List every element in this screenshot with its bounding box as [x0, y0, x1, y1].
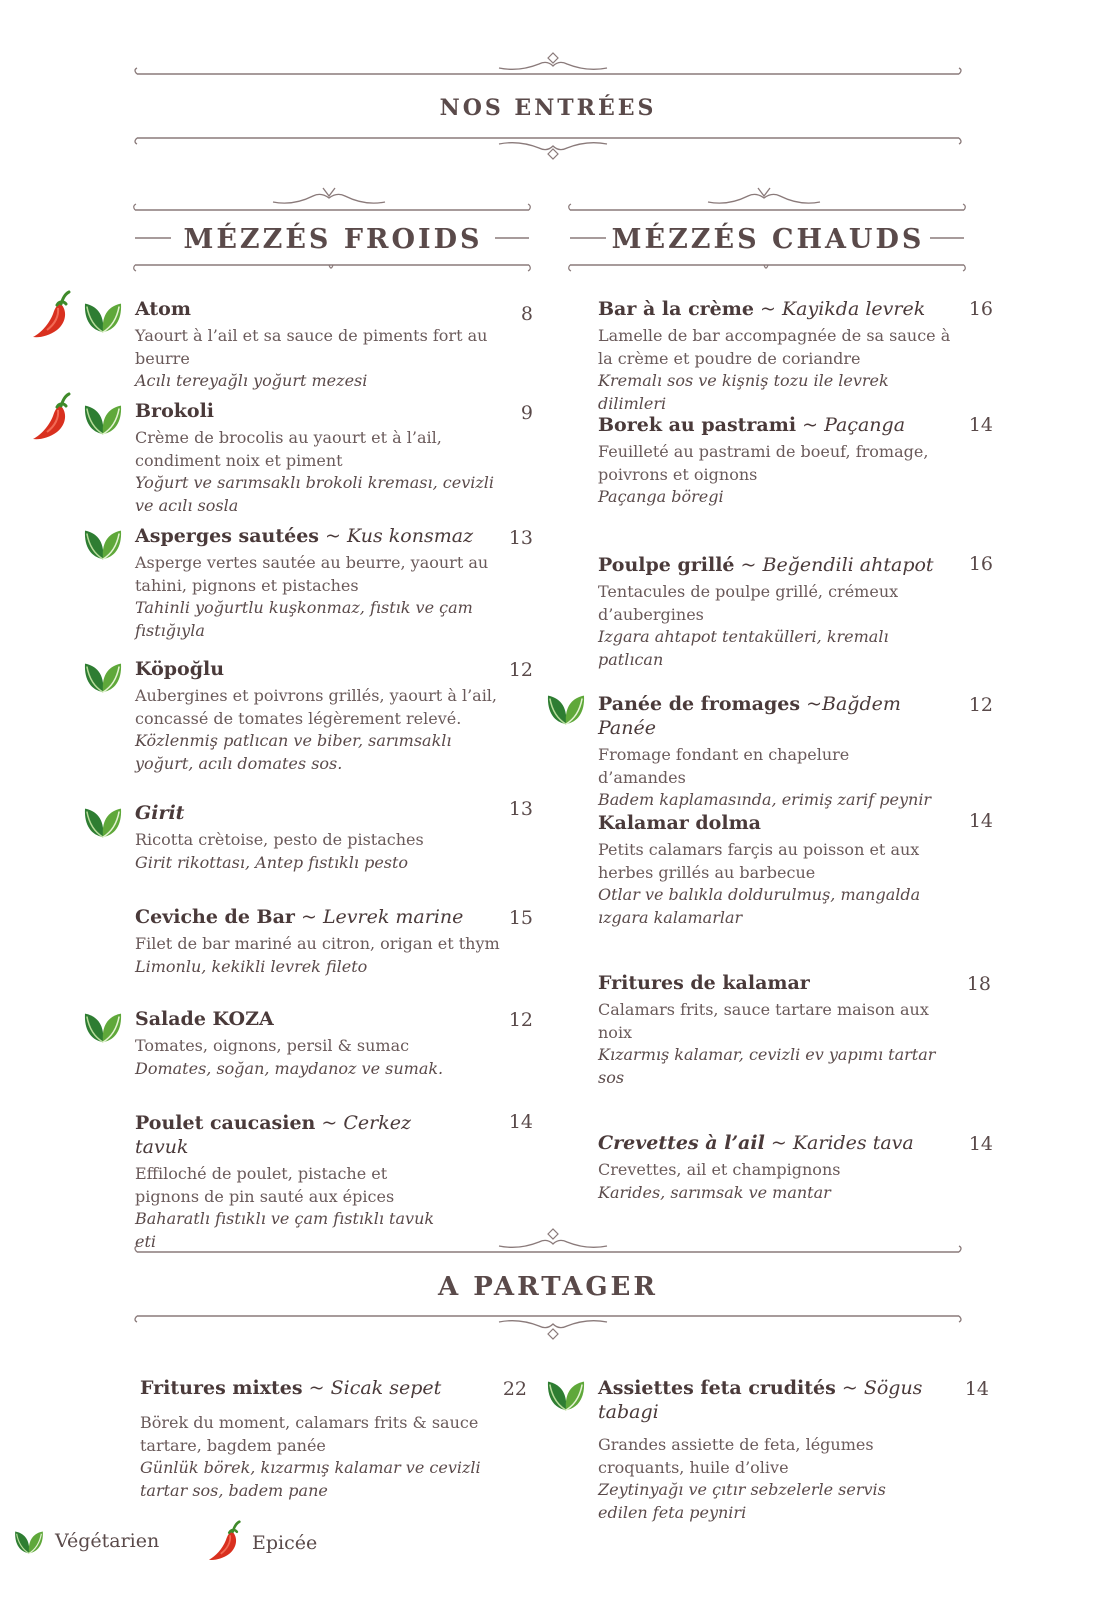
item-alt-name: Sögus tabagi	[598, 1377, 923, 1423]
item-name: Atom	[135, 298, 191, 320]
item-name: Bar à la crème	[598, 298, 754, 320]
item-price: 8	[520, 303, 533, 325]
item-translation: Tahinli yoğurtlu kuşkonmaz, fıstık ve çam fıstığıyla	[135, 598, 473, 640]
item-description: Filet de bar mariné au citron, origan et thym	[135, 934, 500, 953]
item-name: Assiettes feta crudités	[598, 1377, 836, 1399]
item-name: Crevettes à l’ail	[598, 1132, 765, 1154]
menu-item-ceviche: Ceviche de Bar ~ Levrek marine Filet de bar mariné au citron, origan et thym Limonlu, kekikli levrek fileto	[135, 905, 505, 978]
item-description: Tentacules de poulpe grillé, crémeux d’aubergines	[598, 582, 899, 624]
menu-item-salade-koza	[135, 1007, 505, 1080]
item-translation: Girit rikottası, Antep fıstıklı pesto	[135, 852, 409, 872]
item-translation: Izgara ahtapot tentakülleri, kremalı patlıcan	[598, 627, 889, 669]
item-alt-name: Levrek marine	[322, 906, 464, 928]
leaf-icon	[545, 690, 587, 726]
item-name: Salade KOZA	[135, 1008, 274, 1030]
item-name: Fritures de kalamar	[598, 972, 810, 994]
item-price: 14	[968, 1133, 993, 1155]
item-translation: Kremalı sos ve kişniş tozu ile levrek dilimleri	[598, 371, 889, 413]
chili-pepper-icon	[207, 1520, 243, 1564]
menu-item-assiettes-feta: Assiettes feta crudités ~ Sögus tabagi Grandes assiette de feta, légumes croquants, huile d’olive Zeytinyağı ve çıtır sebzelerle servis edilen feta peyniri	[598, 1376, 943, 1524]
item-price: 18	[966, 973, 991, 995]
menu-item-poulpe: Poulpe grillé ~ Beğendili ahtapot Tentacules de poulpe grillé, crémeux d’aubergines Izgara ahtapot tentakülleri, kremalı patlıcan	[598, 553, 958, 671]
item-translation: Badem kaplamasında, erimiş zarif peynir	[598, 790, 932, 809]
item-translation: Yoğurt ve sarımsaklı brokoli kreması, cevizli ve acılı sosla	[135, 473, 495, 515]
item-description: Effiloché de poulet, pistache et pignons de pin sauté aux épices	[135, 1164, 395, 1206]
item-price: 12	[968, 694, 993, 716]
item-price: 14	[968, 810, 993, 832]
item-description: Feuilleté au pastrami de boeuf, fromage, poivrons et oignons	[598, 442, 929, 484]
item-price: 13	[508, 798, 533, 820]
item-description: Börek du moment, calamars frits & sauce tartare, bagdem panée	[140, 1413, 479, 1455]
item-price: 14	[968, 414, 993, 436]
item-price: 9	[520, 402, 533, 424]
item-alt-name: Sicak sepet	[330, 1377, 442, 1399]
item-name: Ceviche de Bar	[135, 906, 295, 928]
item-name: Girit	[135, 802, 185, 824]
item-price: 14	[964, 1378, 989, 1400]
chili-pepper-icon	[31, 290, 73, 342]
item-name: Kalamar dolma	[598, 812, 761, 834]
item-description: Crème de brocolis au yaourt et à l’ail, condiment noix et piment	[135, 428, 442, 470]
item-translation: Limonlu, kekikli levrek fileto	[135, 956, 368, 976]
item-translation: Günlük börek, kızarmış kalamar ve cevizli tartar sos, badem pane	[140, 1458, 481, 1500]
item-translation: Otlar ve balıkla doldurulmuş, mangalda ızgara kalamarlar	[598, 885, 921, 927]
item-description: Yaourt à l’ail et sa sauce de piments fort au beurre	[135, 326, 488, 368]
menu-item-kopoglu	[135, 657, 505, 775]
item-alt-name: Karides tava	[792, 1132, 914, 1154]
item-price: 12	[508, 659, 533, 681]
leaf-icon	[13, 1527, 45, 1555]
menu-item-crevettes: Crevettes à l’ail ~ Karides tava Crevettes, ail et champignons Karides, sarımsak ve mantar	[598, 1131, 938, 1204]
item-alt-name: Paçanga	[824, 414, 906, 436]
top-divider-ornament	[133, 48, 963, 84]
menu-item-panee-fromages: Panée de fromages ~Bağdem Panée Fromage fondant en chapelure d’amandes Badem kaplamasında, erimiş zarif peynir	[598, 692, 958, 812]
item-translation: Zeytinyağı ve çıtır sebzelerle servis edilen feta peyniri	[598, 1480, 886, 1522]
item-description: Aubergines et poivrons grillés, yaourt à l’ail, concassé de tomates légèrement relevé.	[135, 686, 498, 728]
item-name: Asperges sautées	[135, 525, 319, 547]
section-title-entrees: NOS ENTRÉES	[439, 95, 657, 121]
leaf-icon	[82, 1008, 124, 1044]
item-price: 12	[508, 1009, 533, 1031]
menu-item-fritures-mixtes: Fritures mixtes ~ Sicak sepet Börek du moment, calamars frits & sauce tartare, bagdem panée Günlük börek, kızarmış kalamar ve cevizli tartar sos, badem pane	[140, 1376, 485, 1502]
legend-spicy-label: Epicée	[252, 1532, 318, 1554]
item-name: Fritures mixtes	[140, 1377, 303, 1399]
item-name: Poulet caucasien	[135, 1112, 316, 1134]
item-description: Fromage fondant en chapelure d’amandes	[598, 745, 850, 787]
item-name: Poulpe grillé	[598, 554, 735, 576]
column-title-froids: MÉZZÉS FROIDS	[183, 224, 483, 255]
entrees-bottom-ornament	[133, 128, 963, 164]
section-title-partager: A PARTAGER	[438, 1272, 658, 1302]
menu-item-kalamar-dolma	[598, 811, 928, 929]
leaf-icon	[82, 400, 124, 436]
item-description: Asperge vertes sautée au beurre, yaourt au tahini, pignons et pistaches	[135, 553, 489, 595]
item-translation: Közlenmiş patlıcan ve biber, sarımsaklı yoğurt, acılı domates sos.	[135, 731, 452, 773]
item-price: 16	[968, 553, 993, 575]
item-description: Calamars frits, sauce tartare maison aux noix	[598, 1000, 929, 1042]
leaf-icon	[545, 1376, 587, 1412]
item-description: Tomates, oignons, persil & sumac	[135, 1036, 410, 1055]
item-description: Petits calamars farçis au poisson et aux herbes grillés au barbecue	[598, 840, 920, 882]
menu-item-fritures-kalamar	[598, 971, 938, 1089]
chili-pepper-icon	[31, 392, 73, 444]
menu-item-poulet: Poulet caucasien ~ Cerkez tavuk Effiloché de poulet, pistache et pignons de pin sauté aux épices Baharatlı fıstıklı ve çam fıstıklı tavuk eti	[135, 1111, 455, 1253]
column-title-chauds: MÉZZÉS CHAUDS	[611, 224, 925, 255]
partager-bottom-ornament	[133, 1308, 963, 1344]
item-translation: Baharatlı fıstıklı ve çam fıstıklı tavuk eti	[135, 1209, 435, 1251]
menu-item-borek-pastrami: Borek au pastrami ~ Paçanga Feuilleté au pastrami de boeuf, fromage, poivrons et oignons Paçanga böregi	[598, 413, 938, 509]
item-alt-name: Beğendili ahtapot	[762, 554, 934, 576]
legend-vegetarian-label: Végétarien	[55, 1530, 160, 1552]
leaf-icon	[82, 298, 124, 334]
item-name: Brokoli	[135, 400, 215, 422]
item-translation: Karides, sarımsak ve mantar	[598, 1182, 831, 1202]
item-price: 13	[508, 527, 533, 549]
item-name: Borek au pastrami	[598, 414, 797, 436]
item-alt-name: Cerkez tavuk	[135, 1112, 411, 1158]
leaf-icon	[82, 803, 124, 839]
item-alt-name: Kus konsmaz	[346, 525, 474, 547]
item-description: Crevettes, ail et champignons	[598, 1160, 841, 1179]
item-name: Panée de fromages	[598, 693, 801, 715]
item-price: 16	[968, 298, 993, 320]
menu-item-girit	[135, 801, 505, 874]
leaf-icon	[82, 658, 124, 694]
menu-item-asperges: Asperges sautées ~ Kus konsmaz Asperge vertes sautée au beurre, yaourt au tahini, pignons et pistaches Tahinli yoğurtlu kuşkonmaz, fıstık ve çam fıstığıyla	[135, 524, 505, 642]
item-description: Grandes assiette de feta, légumes croquants, huile d’olive	[598, 1435, 874, 1477]
item-description: Ricotta crètoise, pesto de pistaches	[135, 830, 424, 849]
item-price: 14	[508, 1111, 533, 1133]
item-price: 15	[508, 907, 533, 929]
item-description: Lamelle de bar accompagnée de sa sauce à la crème et poudre de coriandre	[598, 326, 951, 368]
menu-item-atom	[135, 297, 505, 393]
item-translation: Paçanga böregi	[598, 487, 724, 506]
item-translation: Kızarmış kalamar, cevizli ev yapımı tartar sos	[598, 1045, 936, 1087]
item-translation: Acılı tereyağlı yoğurt mezesi	[135, 371, 368, 390]
menu-item-bar-creme: Bar à la crème ~ Kayikda levrek Lamelle de bar accompagnée de sa sauce à la crème et poudre de coriandre Kremalı sos ve kişniş tozu ile levrek dilimleri	[598, 297, 958, 415]
menu-item-brokoli	[135, 399, 505, 517]
item-price: 22	[502, 1378, 527, 1400]
partager-top-ornament	[133, 1224, 963, 1260]
leaf-icon	[82, 525, 124, 561]
item-alt-name: Bağdem Panée	[598, 693, 901, 739]
item-name: Köpoğlu	[135, 658, 225, 680]
item-alt-name: Kayikda levrek	[781, 298, 926, 320]
item-translation: Domates, soğan, maydanoz ve sumak.	[135, 1058, 444, 1078]
